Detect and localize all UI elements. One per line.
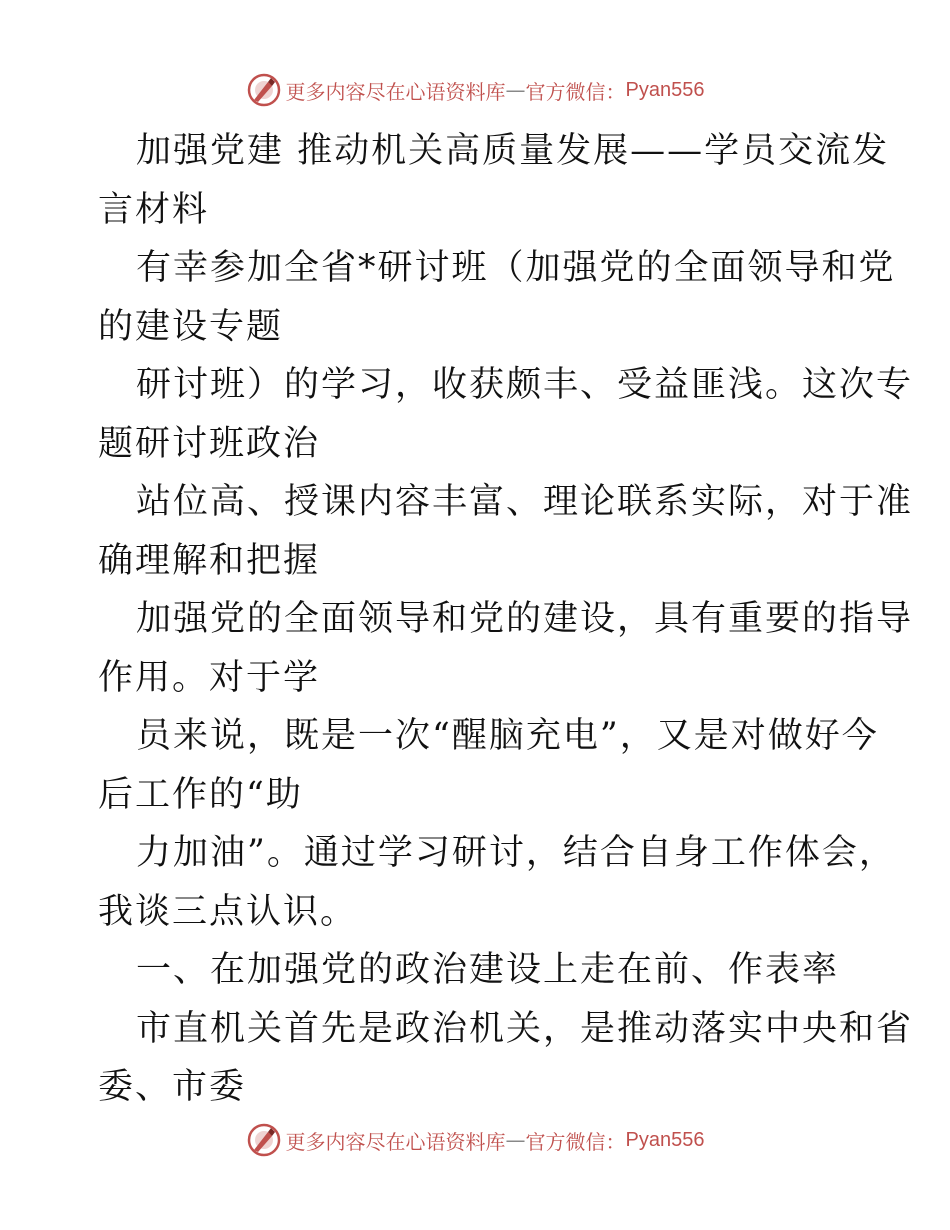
watermark-dash: — [505,78,526,102]
watermark-text: 更多内容尽在心语资料库 [285,79,506,104]
text-line: 研讨班）的学习，收获颇丰、受益匪浅。这次专 [136,365,914,405]
text-line: 作用。对于学 [98,657,321,698]
text-line: 的建设专题 [98,306,284,347]
document-title-line-2: 言材料 [98,189,210,230]
text-line: 有幸参加全省*研讨班（加强党的全面领导和党 [136,248,896,288]
document-title-line-1: 加强党建 推动机关高质量发展——学员交流发 [136,131,890,171]
watermark-wechat-id: Pyan556 [625,78,705,101]
footer-watermark [0,1120,950,1160]
text-line: 市直机关首先是政治机关，是推动落实中央和省 [136,1008,914,1049]
watermark-dash: — [505,1128,526,1152]
watermark-wechat-label: 官方微信： [525,1129,626,1154]
pen-logo-icon [246,1122,282,1158]
section-heading: 一、在加强党的政治建设上走在前、作表率 [136,950,840,990]
text-line: 确理解和把握 [98,540,321,581]
pen-logo-icon [246,72,282,108]
text-line: 力加油”。通过学习研讨，结合自身工作体会， [136,833,896,873]
text-line: 站位高、授课内容丰富、理论联系实际，对于准 [136,482,914,522]
watermark-text: 更多内容尽在心语资料库 [285,1129,506,1154]
document-body [98,122,914,1117]
text-line: 我谈三点认识。 [98,891,358,932]
text-line: 委、市委 [98,1067,247,1107]
text-line: 加强党的全面领导和党的建设，具有重要的指导 [136,599,914,639]
watermark-wechat-id: Pyan556 [625,1128,705,1151]
watermark-wechat-label: 官方微信： [525,79,626,104]
text-line: 后工作的“助 [98,774,303,815]
text-line: 员来说，既是一次“醒脑充电”，又是对做好今 [136,716,879,756]
text-line: 题研讨班政治 [98,423,321,464]
header-watermark [0,70,950,110]
